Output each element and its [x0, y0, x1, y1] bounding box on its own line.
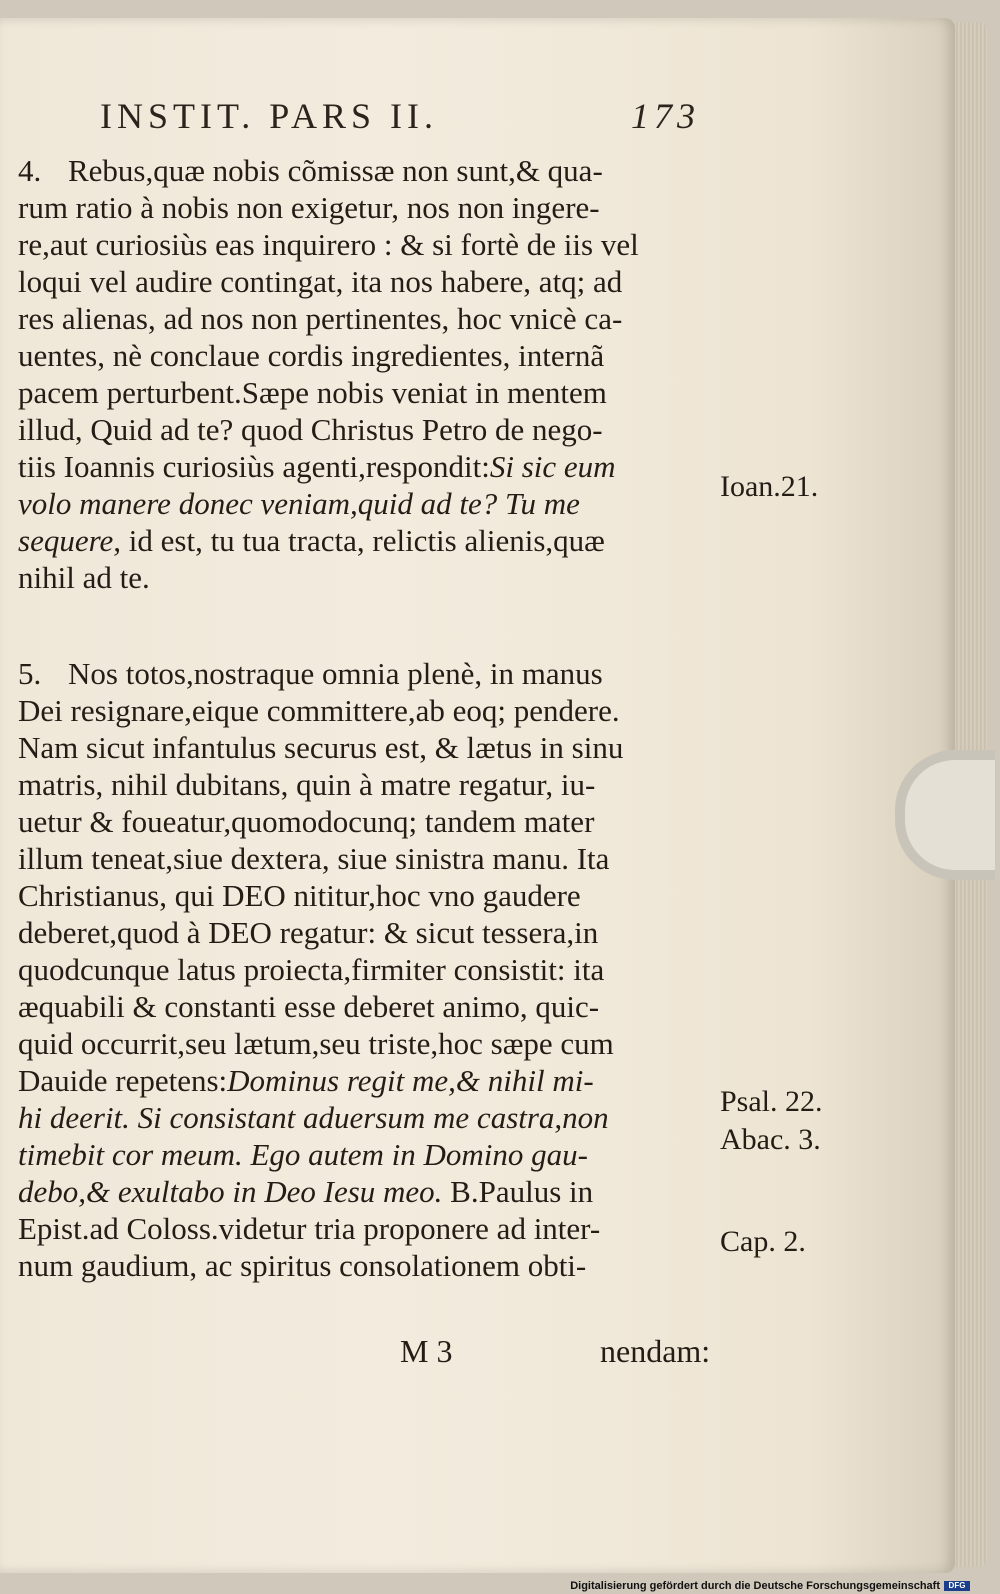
italic-quote: timebit cor meum. Ego autem in Domino gau-	[18, 1137, 588, 1172]
text-line: matris, nihil dubitans, quin à matre regatur, iu-	[18, 767, 596, 802]
signature-mark: M 3	[400, 1333, 453, 1369]
text-line: loqui vel audire contingat, ita nos habere, atq; ad	[18, 264, 623, 299]
margin-note-ioan: Ioan.21.	[720, 470, 819, 503]
page-number: 173	[631, 96, 700, 136]
text-line: deberet,quod à DEO regatur: & sicut tessera,in	[18, 915, 599, 950]
text-line: quid occurrit,seu lætum,seu triste,hoc sæpe cum	[18, 1026, 614, 1061]
italic-quote: hi deerit. Si consistant aduersum me castra,non	[18, 1100, 609, 1135]
text-line: Nos totos,nostraque omnia plenè, in manus	[68, 656, 603, 691]
text-line: rum ratio à nobis non exigetur, nos non ingere-	[18, 190, 600, 225]
text-line: Nam sicut infantulus securus est, & lætus in sinu	[18, 730, 624, 765]
text-line: re,aut curiosiùs eas inquirero : & si fortè de iis vel	[18, 227, 639, 262]
text-line: uentes, nè conclaue cordis ingredientes, internã	[18, 338, 605, 373]
text-line: illud, Quid ad te? quod Christus Petro de nego-	[18, 412, 603, 447]
italic-quote: Si sic eum	[489, 449, 616, 484]
text-line: uetur & foueatur,quomodocunq; tandem mater	[18, 804, 595, 839]
text-line: Rebus,quæ nobis cõmissæ non sunt,& qua-	[68, 153, 603, 188]
text-line: Christianus, qui DEO nititur,hoc vno gaudere	[18, 878, 581, 913]
text-line: tiis Ioannis curiosiùs agenti,respondit:	[18, 449, 490, 484]
paragraph-number: 5.	[18, 656, 42, 691]
text-line: illum teneat,siue dextera, siue sinistra manu. Ita	[18, 841, 610, 876]
text-line: Dauide repetens:	[18, 1063, 228, 1098]
text-line: num gaudium, ac spiritus consolationem obti-	[18, 1248, 587, 1283]
paragraph-number: 4.	[18, 153, 42, 188]
text-line: res alienas, ad nos non pertinentes, hoc vnicè ca-	[18, 301, 623, 336]
margin-note-abac: Abac. 3.	[720, 1123, 821, 1156]
paragraph-5	[18, 655, 718, 1284]
text-line: Dei resignare,eique committere,ab eoq; pendere.	[18, 693, 620, 728]
digitization-credit	[570, 1580, 970, 1592]
text-line: quodcunque latus proiecta,firmiter consistit: ita	[18, 952, 605, 987]
italic-quote: Dominus regit me,& nihil mi-	[227, 1063, 594, 1098]
page-header	[100, 95, 700, 141]
paragraph-4	[18, 152, 718, 596]
text-line: nihil ad te.	[18, 560, 150, 595]
text-line: Epist.ad Coloss.videtur tria proponere ad inter-	[18, 1211, 601, 1246]
dfg-logo-icon: DFG	[944, 1581, 970, 1591]
catchword: nendam:	[600, 1333, 711, 1369]
italic-quote: volo manere donec veniam,quid ad te? Tu me	[18, 486, 580, 521]
text-line: pacem perturbent.Sæpe nobis veniat in mentem	[18, 375, 607, 410]
text-line: B.Paulus in	[442, 1174, 594, 1209]
running-title: INSTIT. PARS II.	[100, 96, 439, 136]
book-clasp	[895, 750, 995, 880]
credit-text: Digitalisierung gefördert durch die Deutsche Forschungsgemeinschaft	[570, 1580, 940, 1592]
italic-quote: debo,& exultabo in Deo Iesu meo.	[18, 1174, 443, 1209]
text-line: id est, tu tua tracta, relictis alienis,quæ	[121, 523, 605, 558]
margin-note-psal: Psal. 22.	[720, 1085, 823, 1118]
italic-quote: sequere,	[18, 523, 122, 558]
text-line: æquabili & constanti esse deberet animo, quic-	[18, 989, 600, 1024]
margin-note-cap: Cap. 2.	[720, 1225, 806, 1258]
